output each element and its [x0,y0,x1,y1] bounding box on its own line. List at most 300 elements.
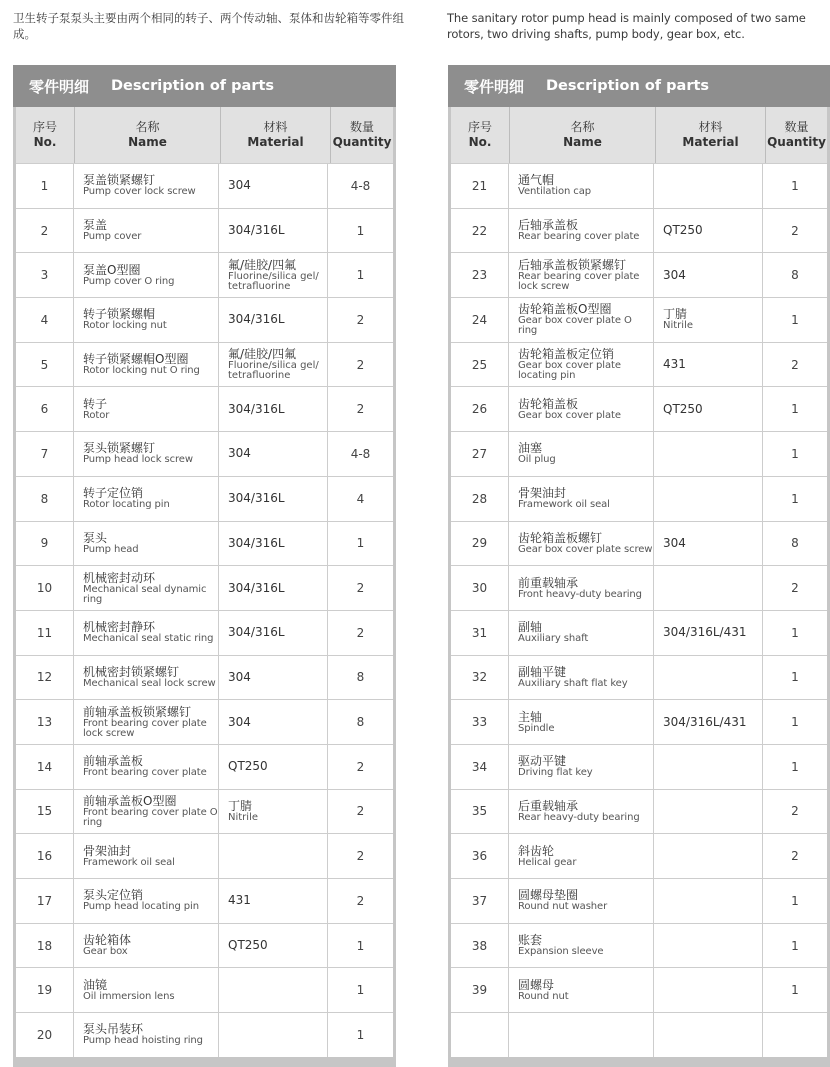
part-name-cn: 齿轮箱盖板 [518,396,579,411]
part-number: 17 [16,879,74,923]
part-number: 30 [451,566,509,610]
part-name-en: Oil immersion lens [83,990,175,1002]
part-name-en: Spindle [518,722,555,734]
part-name [509,611,654,655]
table-row [451,878,827,923]
part-material [654,209,763,253]
part-name-en: Round nut [518,990,569,1002]
part-material-main: 304/316L/431 [663,714,747,729]
table-row [16,431,393,476]
part-name-cn: 前轴承盖板锁紧螺钉 [83,704,192,719]
part-name [509,745,654,789]
part-quantity: 1 [791,670,799,685]
part-material [654,700,763,744]
part-material [219,209,328,253]
part-number: 19 [16,968,74,1012]
part-quantity: 1 [356,536,365,551]
table-row [16,923,393,968]
part-material-en: Fluorine/silica gel/ tetrafluorine [228,270,319,292]
part-name [74,611,219,655]
part-number: 8 [16,477,74,521]
parts-table-right [448,65,830,1067]
part-number: 31 [451,611,509,655]
header-material: 材料 Material [656,107,766,163]
intro-chinese: 卫生转子泵泵头主要由两个相同的转子、两个传动轴、泵体和齿轮箱等零件组成。 [13,11,404,41]
part-name-en: Framework oil seal [518,499,610,511]
part-quantity: 2 [791,849,799,864]
table-body [451,163,827,1057]
part-quantity: 2 [791,223,799,238]
part-name-en: Framework oil seal [83,856,175,868]
table-row [451,967,827,1012]
table-row [16,521,393,566]
part-quantity: 1 [356,223,365,238]
panel-title-cn: 零件明细 [464,77,525,96]
part-name-en: Round nut washer [518,901,608,913]
part-number: 2 [16,209,74,253]
part-name-cn: 转子定位销 [83,486,144,501]
part-name-cn: 油塞 [518,441,543,456]
part-material [219,834,328,878]
part-name-en: Gear box cover plate O ring [518,315,632,337]
table-row [451,208,827,253]
part-material [219,656,328,700]
part-number: 33 [451,700,509,744]
part-material [654,790,763,834]
part-name [509,924,654,968]
part-name-en: Front bearing cover plate lock screw [83,717,207,739]
part-material-main: QT250 [228,938,268,953]
part-name [74,253,219,297]
part-name-en: Ventilation cap [518,186,591,198]
header-no: 序号 No. [451,107,510,163]
table-row [451,521,827,566]
part-name-cn: 前轴承盖板 [83,754,144,769]
part-name-cn: 泵头锁紧螺钉 [83,441,156,456]
part-quantity: 2 [356,625,365,640]
part-name [74,522,219,566]
part-number: 4 [16,298,74,342]
part-name-cn: 泵头 [83,530,108,545]
part-material [654,522,763,566]
part-quantity [763,1013,827,1057]
part-name [509,566,654,610]
part-quantity: 2 [356,804,365,819]
part-quantity: 2 [791,581,799,596]
part-quantity: 1 [791,178,799,193]
part-name [74,790,219,834]
part-quantity: 4-8 [350,178,371,193]
part-material-main: 304 [663,535,686,550]
part-material-main: 304 [228,446,251,461]
part-name-cn: 泵头吊装环 [83,1022,144,1037]
part-name-en: Front heavy-duty bearing [518,588,642,600]
table-row [451,923,827,968]
part-quantity: 1 [791,893,799,908]
part-material [219,968,328,1012]
part-name [74,656,219,700]
part-material-main: 304/316L [228,535,285,550]
part-material [654,432,763,476]
part-name-cn: 机械密封锁紧螺钉 [83,664,180,679]
part-material [654,343,763,387]
part-material [654,879,763,923]
table-row [451,297,827,342]
panel-title-cn: 零件明细 [29,77,90,96]
part-name-en: Pump cover [83,231,142,243]
part-material [219,611,328,655]
table-row [16,967,393,1012]
table-row [451,789,827,834]
part-number: 37 [451,879,509,923]
table-row [451,476,827,521]
part-name [74,700,219,744]
part-quantity: 1 [791,759,799,774]
panel-title [448,65,830,107]
part-number: 1 [16,164,74,208]
table-row [16,610,393,655]
table-row [451,833,827,878]
part-quantity: 8 [791,536,799,551]
header-quantity: 数量 Quantity [766,107,827,163]
part-name-en: Pump head [83,543,139,555]
table-row [16,699,393,744]
part-name-en: Gear box cover plate locating pin [518,360,621,382]
part-material-main: 304/316L [228,491,285,506]
part-material [219,745,328,789]
part-name-cn: 通气帽 [518,173,555,188]
part-quantity: 1 [356,1027,365,1042]
part-material-main: QT250 [663,223,703,238]
table-row [16,1012,393,1057]
table-row [16,833,393,878]
table-row [451,252,827,297]
part-name-en: Pump head hoisting ring [83,1035,203,1047]
header-quantity: 数量 Quantity [331,107,393,163]
table-row [451,565,827,610]
part-name-cn: 转子 [83,396,108,411]
part-name-en: Driving flat key [518,767,593,779]
part-number: 13 [16,700,74,744]
part-material [654,968,763,1012]
part-material [654,164,763,208]
table-row [451,342,827,387]
part-material-en: Nitrile [228,811,258,823]
table-row [16,476,393,521]
part-name-en: Auxiliary shaft [518,633,589,645]
part-name-en: Mechanical seal lock screw [83,677,216,689]
part-material [654,1013,763,1057]
part-name-en: Gear box cover plate screw [518,543,653,555]
part-name-cn: 前重载轴承 [518,575,579,590]
part-name [509,164,654,208]
part-name [74,209,219,253]
part-number: 38 [451,924,509,968]
part-name-en: Helical gear [518,856,577,868]
table-row [451,699,827,744]
part-number: 5 [16,343,74,387]
part-quantity: 2 [356,581,365,596]
part-number: 10 [16,566,74,610]
part-name [74,387,219,431]
table-row [16,208,393,253]
part-material [654,924,763,968]
header-name: 名称 Name [510,107,656,163]
part-name-cn: 主轴 [518,709,543,724]
header-name: 名称 Name [75,107,221,163]
part-material [219,343,328,387]
intro-english: The sanitary rotor pump head is mainly composed of two same rotors, two driving shafts, pump body, gear box, etc. [447,11,806,41]
part-quantity: 1 [356,983,365,998]
part-material [219,298,328,342]
part-name-cn: 转子锁紧螺帽 [83,307,156,322]
part-material [219,566,328,610]
part-material [219,164,328,208]
part-material [654,253,763,297]
part-quantity: 2 [791,357,799,372]
part-material [219,700,328,744]
part-name-en: Rear bearing cover plate [518,231,640,243]
part-material [219,387,328,431]
part-quantity: 1 [791,491,799,506]
part-quantity: 1 [791,446,799,461]
part-name-cn: 前轴承盖板O型圈 [83,793,177,808]
table-row [16,789,393,834]
part-name-cn: 泵头定位销 [83,888,144,903]
part-name-cn: 骨架油封 [83,843,132,858]
part-quantity: 1 [791,715,799,730]
part-name-cn: 斜齿轮 [518,843,555,858]
part-name-cn: 后重载轴承 [518,798,579,813]
part-name-en: Gear box [83,946,128,958]
part-material [219,253,328,297]
part-name-en: Rotor locking nut [83,320,167,332]
part-name [74,343,219,387]
part-name [509,432,654,476]
table-row [451,610,827,655]
table-row [16,878,393,923]
table-row [451,386,827,431]
part-name [74,1013,219,1057]
part-name [509,298,654,342]
header-material: 材料 Material [221,107,331,163]
part-name [509,522,654,566]
part-name-cn: 油镜 [83,977,108,992]
part-name [74,432,219,476]
part-name-en: Pump head lock screw [83,454,193,466]
part-number: 6 [16,387,74,431]
part-quantity: 8 [791,268,799,283]
part-material [654,477,763,521]
part-number: 3 [16,253,74,297]
part-number: 25 [451,343,509,387]
part-material [654,834,763,878]
part-name-cn: 齿轮箱盖板定位销 [518,347,615,362]
part-number: 20 [16,1013,74,1057]
part-material-main: 304/316L [228,625,285,640]
part-name [74,834,219,878]
part-name [509,477,654,521]
part-quantity: 8 [356,715,365,730]
part-material-main: 304 [228,714,251,729]
part-material-main: QT250 [228,759,268,774]
part-material-main: 304/316L/431 [663,625,747,640]
panel-title-en: Description of parts [546,78,710,94]
part-name-en: Auxiliary shaft flat key [518,677,628,689]
part-material-main: 304/316L [228,223,285,238]
part-name-cn: 副轴平键 [518,664,567,679]
part-material-main: 304/316L [228,580,285,595]
table-row [16,655,393,700]
part-quantity: 2 [356,759,365,774]
part-quantity: 1 [356,938,365,953]
part-material [654,298,763,342]
part-name [74,164,219,208]
part-material-main: 304/316L [228,312,285,327]
part-quantity: 4-8 [350,446,371,461]
part-number: 27 [451,432,509,476]
part-material [654,745,763,789]
part-name [74,298,219,342]
part-name-cn: 泵盖 [83,218,108,233]
part-name [509,700,654,744]
table-row [451,1012,827,1057]
table-row [16,252,393,297]
part-number: 35 [451,790,509,834]
table-row [16,297,393,342]
part-number: 36 [451,834,509,878]
part-number: 21 [451,164,509,208]
table-row [451,163,827,208]
part-name-en: Oil plug [518,454,556,466]
part-quantity: 1 [791,402,799,417]
part-number: 9 [16,522,74,566]
part-number: 14 [16,745,74,789]
part-name-cn: 后轴承盖板 [518,218,579,233]
part-material [219,1013,328,1057]
table-row [16,342,393,387]
part-name-cn: 副轴 [518,620,543,635]
part-name-cn: 圆螺母 [518,977,555,992]
part-number: 28 [451,477,509,521]
part-name-cn: 转子锁紧螺帽O型圈 [83,352,189,367]
part-number: 24 [451,298,509,342]
part-number: 7 [16,432,74,476]
part-material [219,477,328,521]
part-name-en: Rotor locking nut O ring [83,365,200,377]
part-material-main: 氟/硅胶/四氟 [228,347,297,362]
part-quantity: 2 [356,402,365,417]
part-name-en: Rear heavy-duty bearing [518,811,640,823]
part-name [509,209,654,253]
part-name-cn: 齿轮箱盖板O型圈 [518,302,612,317]
part-material [654,611,763,655]
part-number: 26 [451,387,509,431]
part-name-en: Expansion sleeve [518,946,604,958]
header-no: 序号 No. [16,107,75,163]
parts-table-left [13,65,396,1067]
part-number: 23 [451,253,509,297]
part-material [219,879,328,923]
part-name [74,566,219,610]
part-name [509,1013,654,1057]
part-number: 15 [16,790,74,834]
part-name-en: Front bearing cover plate O ring [83,806,218,828]
part-material-en: Fluorine/silica gel/ tetrafluorine [228,360,319,382]
panel-title-en: Description of parts [111,78,275,94]
part-name-cn: 泵盖O型圈 [83,262,141,277]
part-material-main: 304/316L [228,401,285,416]
part-name [509,387,654,431]
part-number: 39 [451,968,509,1012]
part-number: 11 [16,611,74,655]
part-quantity: 2 [356,893,365,908]
part-material-main: 431 [663,357,686,372]
part-number: 34 [451,745,509,789]
part-material-main: 氟/硅胶/四氟 [228,257,297,272]
part-name [509,879,654,923]
part-material [654,566,763,610]
table-header [16,107,393,163]
table-header [451,107,827,163]
part-name-en: Gear box cover plate [518,409,621,421]
part-material-main: 431 [228,893,251,908]
part-quantity: 1 [791,625,799,640]
part-name-cn: 齿轮箱盖板螺钉 [518,530,603,545]
part-name [74,968,219,1012]
part-quantity: 2 [356,849,365,864]
part-material-main: 304 [228,669,251,684]
table-row [451,655,827,700]
part-name-en: Mechanical seal dynamic ring [83,583,207,605]
part-quantity: 1 [791,983,799,998]
part-name-cn: 后轴承盖板锁紧螺钉 [518,257,627,272]
part-material-main: 丁腈 [228,798,253,813]
part-quantity: 4 [356,491,365,506]
table-row [16,386,393,431]
part-name-cn: 驱动平键 [518,754,567,769]
part-material [219,924,328,968]
part-number: 29 [451,522,509,566]
part-material-en: Nitrile [663,320,693,332]
part-material-main: 304 [663,267,686,282]
part-name [74,879,219,923]
part-quantity: 8 [356,670,365,685]
part-quantity: 2 [791,804,799,819]
part-name-en: Rotor [83,409,110,421]
part-name [509,968,654,1012]
part-name-cn: 机械密封动环 [83,570,156,585]
part-name-en: Front bearing cover plate [83,767,207,779]
part-number: 32 [451,656,509,700]
part-name-en: Pump head locating pin [83,901,199,913]
part-name-cn: 骨架油封 [518,486,567,501]
part-material [654,656,763,700]
part-quantity: 1 [356,268,365,283]
part-name-en: Mechanical seal static ring [83,633,214,645]
part-name-en: Pump cover lock screw [83,186,196,198]
table-body [16,163,393,1057]
part-name [74,745,219,789]
table-row [16,565,393,610]
part-name [509,253,654,297]
part-name-cn: 齿轮箱体 [83,933,132,948]
part-name-cn: 账套 [518,933,543,948]
part-material [219,522,328,566]
part-material-main: QT250 [663,401,703,416]
part-quantity: 1 [791,938,799,953]
part-name [74,477,219,521]
